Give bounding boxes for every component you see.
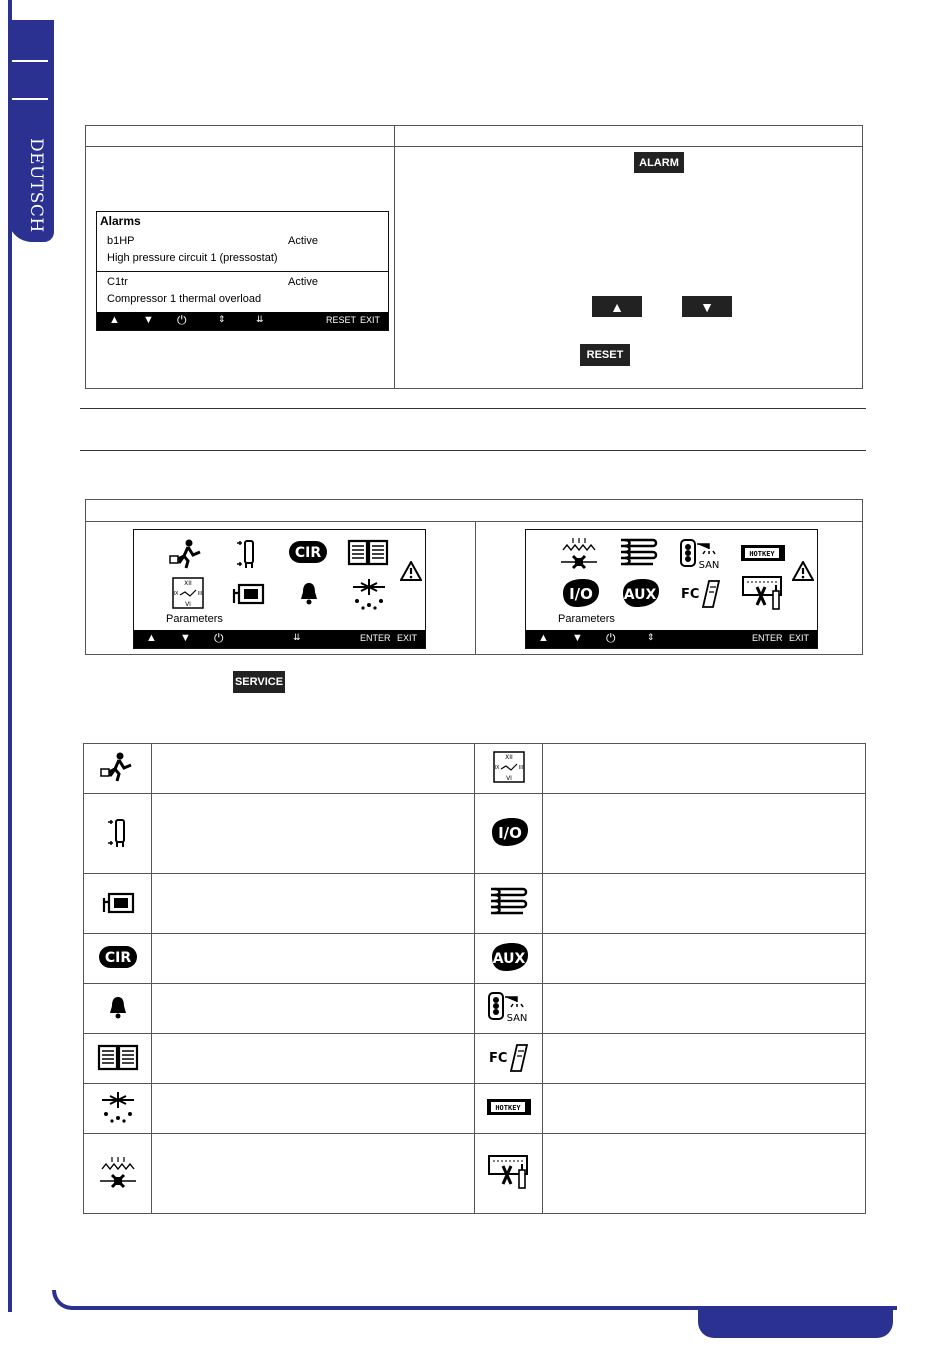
heater-valve-icon — [98, 1155, 138, 1189]
legend-icon-cell — [84, 744, 152, 794]
book-icon — [97, 1042, 139, 1072]
bell-icon — [107, 994, 129, 1020]
page-frame-bottom — [52, 1290, 897, 1310]
legend-icon-cell — [84, 934, 152, 984]
down-button[interactable] — [682, 296, 732, 317]
heater-valve-icon[interactable] — [558, 535, 600, 571]
cir-icon — [98, 945, 138, 969]
legend-icon-cell — [475, 934, 543, 984]
alarm-desc-2: Compressor 1 thermal overload — [107, 293, 262, 305]
warning-icon — [792, 560, 814, 582]
table-row — [84, 1034, 866, 1084]
exit-softkey[interactable]: EXIT — [360, 315, 381, 325]
svg-text:XII: XII — [184, 580, 192, 587]
legend-desc-cell — [543, 1034, 866, 1084]
sensor-probe-icon — [104, 816, 132, 848]
arrow-up-icon[interactable]: ▲ — [109, 314, 120, 326]
svg-text:IX: IX — [173, 591, 179, 597]
arrow-down-icon[interactable]: ▼ — [180, 632, 191, 644]
reset-softkey[interactable]: RESET — [326, 315, 357, 325]
svg-text:VI: VI — [505, 774, 512, 782]
sensor-probe-icon[interactable] — [232, 536, 262, 570]
aux-icon[interactable] — [618, 576, 662, 610]
alarm-code-2: C1tr — [107, 276, 128, 288]
person-running-icon — [98, 752, 138, 782]
fc-icon — [487, 1041, 531, 1073]
enter-softkey[interactable]: ENTER — [752, 633, 783, 643]
scroll-down-icon[interactable]: ⇊ — [256, 314, 264, 324]
service-button[interactable]: SERVICE — [233, 671, 285, 693]
compressor-icon — [101, 888, 135, 916]
legend-desc-cell — [152, 984, 475, 1034]
svg-text:AUX: AUX — [492, 950, 525, 967]
alarm-lcd-title: Alarms — [100, 214, 141, 228]
svg-text:FC: FC — [488, 1050, 507, 1066]
table-row — [84, 1084, 866, 1134]
svg-text:IX: IX — [494, 764, 499, 771]
svg-text:III: III — [197, 591, 203, 597]
arrow-down-icon[interactable]: ▼ — [143, 314, 154, 326]
defrost-icon[interactable] — [348, 576, 390, 612]
legend-icon-cell — [475, 744, 543, 794]
svg-text:HOTKEY: HOTKEY — [494, 1103, 521, 1112]
legend-icon-cell — [84, 874, 152, 934]
legend-desc-cell — [543, 1134, 866, 1214]
power-icon[interactable]: ⏻ — [214, 631, 224, 645]
alarm-desc-1: High pressure circuit 1 (pressostat) — [107, 252, 278, 264]
tools-icon — [487, 1154, 531, 1190]
up-button[interactable] — [592, 296, 642, 317]
san-icon[interactable] — [678, 537, 724, 571]
table-row — [84, 1134, 866, 1214]
svg-text:FC: FC — [681, 587, 700, 602]
legend-desc-cell — [152, 1134, 475, 1214]
clock-chart-icon — [493, 751, 525, 783]
power-icon[interactable]: ⏻ — [606, 631, 616, 645]
legend-icon-cell — [475, 794, 543, 874]
scroll-up-down-icon[interactable]: ⇕ — [647, 632, 655, 642]
io-icon[interactable] — [558, 576, 602, 610]
language-tab — [8, 20, 54, 242]
arrow-up-icon[interactable]: ▲ — [538, 632, 549, 644]
cir-label: CIR — [294, 545, 322, 561]
exit-softkey[interactable]: EXIT — [397, 633, 418, 643]
svg-text:I/O: I/O — [569, 585, 593, 603]
arrow-down-icon: ▼ — [700, 298, 714, 315]
page-number-tab — [698, 1308, 893, 1338]
scroll-up-down-icon[interactable]: ⇕ — [218, 314, 226, 324]
hotkey-icon — [487, 1099, 531, 1115]
table-row — [84, 874, 866, 934]
legend-desc-cell — [543, 934, 866, 984]
clock-chart-icon[interactable] — [171, 576, 205, 610]
legend-icon-cell — [84, 1034, 152, 1084]
svg-text:CIR: CIR — [104, 949, 131, 966]
arrow-up-icon[interactable]: ▲ — [146, 632, 157, 644]
cir-icon[interactable] — [287, 538, 329, 566]
arrow-down-icon[interactable]: ▼ — [572, 632, 583, 644]
alarm-button[interactable]: ALARM — [634, 152, 684, 173]
legend-desc-cell — [152, 1034, 475, 1084]
coil-icon — [489, 885, 529, 919]
menu-lcd-right-caption: Parameters — [558, 613, 615, 625]
svg-text:AUX: AUX — [623, 587, 657, 603]
legend-icon-cell — [475, 874, 543, 934]
san-icon — [487, 991, 531, 1023]
alarm-status-1: Active — [288, 235, 318, 247]
menu-lcd-right-softkey-bar — [526, 630, 817, 648]
svg-text:VI: VI — [185, 601, 191, 608]
legend-desc-cell — [152, 794, 475, 874]
menu-lcd-left — [133, 529, 426, 649]
menu-lcd-left-caption: Parameters — [166, 613, 223, 625]
svg-text:SAN: SAN — [506, 1012, 527, 1023]
menu-lcd-left-softkey-bar — [134, 630, 425, 648]
exit-softkey[interactable]: EXIT — [789, 633, 810, 643]
warning-icon — [400, 560, 422, 582]
svg-text:I/O: I/O — [497, 823, 522, 842]
io-icon — [488, 816, 530, 848]
legend-icon-cell — [475, 1084, 543, 1134]
alarm-lcd-softkey-bar — [97, 312, 388, 330]
icon-legend-table — [83, 743, 866, 1214]
reset-button[interactable]: RESET — [580, 344, 630, 366]
legend-icon-cell — [84, 1134, 152, 1214]
table-row — [84, 744, 866, 794]
alarm-lcd — [96, 211, 389, 331]
language-label: DEUTSCH — [26, 138, 46, 233]
fc-icon[interactable] — [678, 576, 724, 610]
table-row — [84, 794, 866, 874]
enter-softkey[interactable]: ENTER — [360, 633, 391, 643]
bell-icon[interactable] — [295, 578, 323, 608]
person-running-icon[interactable] — [166, 538, 208, 570]
legend-icon-cell — [84, 1084, 152, 1134]
legend-desc-cell — [543, 984, 866, 1034]
power-icon[interactable]: ⏻ — [177, 313, 187, 327]
scroll-down-icon[interactable]: ⇊ — [293, 632, 301, 642]
svg-text:HOTKEY: HOTKEY — [749, 550, 775, 558]
book-icon[interactable] — [346, 536, 390, 568]
alarm-status-2: Active — [288, 276, 318, 288]
legend-desc-cell — [152, 1084, 475, 1134]
legend-icon-cell — [475, 1034, 543, 1084]
defrost-icon — [98, 1090, 138, 1124]
legend-desc-cell — [543, 1084, 866, 1134]
legend-icon-cell — [475, 984, 543, 1034]
legend-desc-cell — [152, 934, 475, 984]
menu-lcd-right — [525, 529, 818, 649]
legend-desc-cell — [543, 744, 866, 794]
table-row — [84, 984, 866, 1034]
svg-text:XII: XII — [504, 753, 513, 761]
legend-icon-cell — [475, 1134, 543, 1214]
svg-text:III: III — [518, 764, 523, 771]
legend-desc-cell — [152, 874, 475, 934]
hotkey-icon[interactable] — [740, 542, 786, 564]
legend-desc-cell — [152, 744, 475, 794]
legend-desc-cell — [543, 874, 866, 934]
table-row — [84, 934, 866, 984]
alarm-code-1: b1HP — [107, 235, 135, 247]
section-rule-top — [80, 408, 866, 409]
coil-icon[interactable] — [618, 535, 660, 571]
legend-icon-cell — [84, 984, 152, 1034]
section-rule-bottom — [80, 450, 866, 451]
legend-desc-cell — [543, 794, 866, 874]
arrow-up-icon: ▲ — [610, 298, 624, 315]
aux-icon — [488, 941, 530, 973]
svg-text:SAN: SAN — [698, 560, 720, 570]
compressor-icon[interactable] — [230, 578, 266, 608]
tools-icon[interactable] — [740, 574, 786, 612]
legend-icon-cell — [84, 794, 152, 874]
